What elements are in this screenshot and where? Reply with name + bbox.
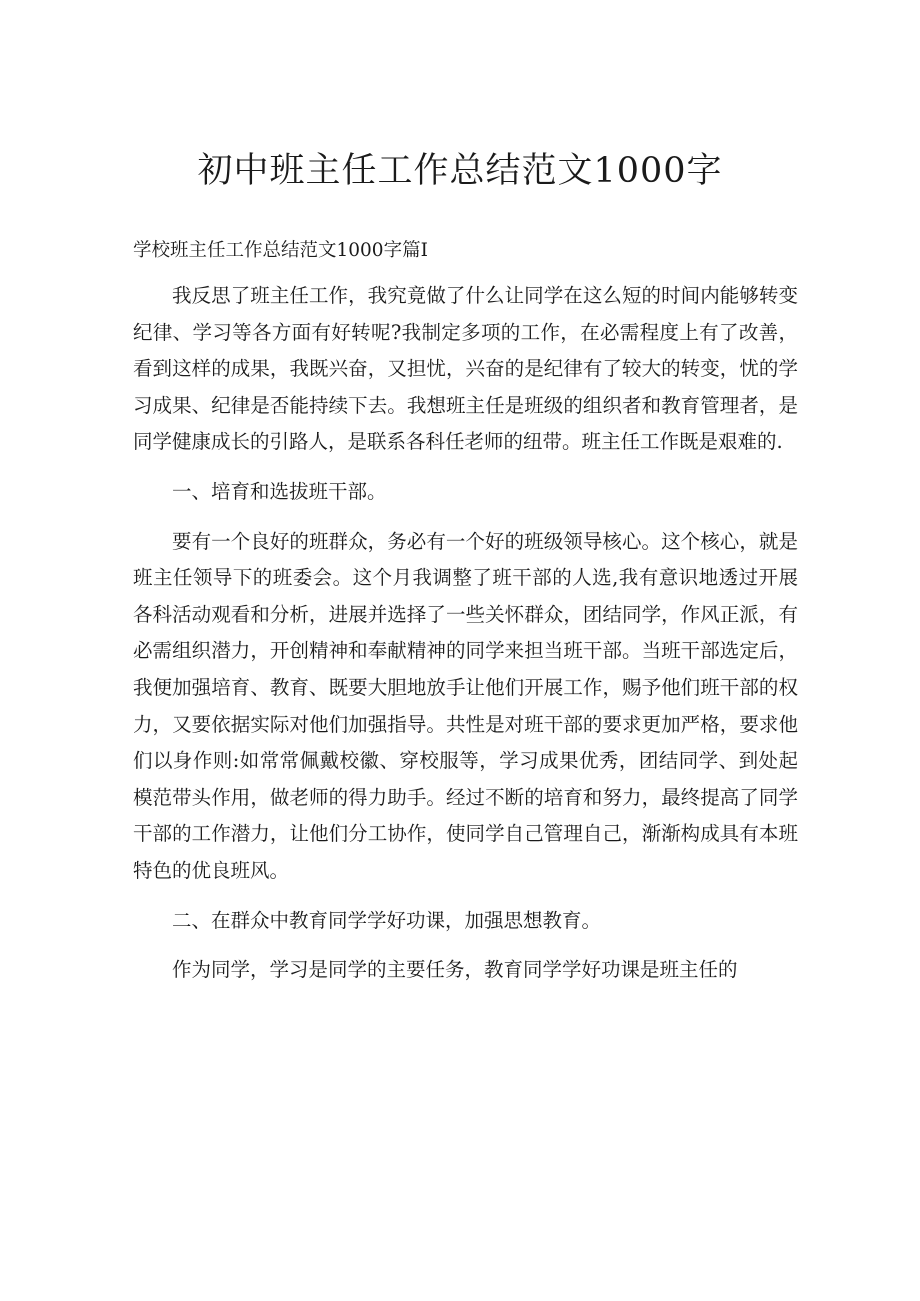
document-body <box>133 278 798 1002</box>
body-paragraph: 要有一个良好的班群众，务必有一个好的班级领导核心。这个核心，就是班主任领导下的班委会。这个月我调整了班干部的人选,我有意识地透过开展各科活动观看和分析，进展并选择了一些关怀群众，团结同学，作风正派，有必需组织潜力，开创精神和奉献精神的同学来担当班干部。当班干部选定后，我便加强培育、教育、既要大胆地放手让他们开展工作，赐予他们班干部的权力，又要依据实际对他们加强指导。共性是对班干部的要求更加严格，要求他们以身作则:如常常佩戴校徽、穿校服等，学习成果优秀，团结同学、到处起模范带头作用，做老师的得力助手。经过不断的培育和努力，最终提高了同学干部的工作潜力，让他们分工协作，使同学自己管理自己，渐渐构成具有本班特色的优良班风。 <box>133 529 798 882</box>
document-subtitle: 学校班主任工作总结范文1000字篇I <box>133 240 428 261</box>
section-heading: 二、在群众中教育同学学好功课，加强思想教育。 <box>172 908 602 932</box>
body-paragraph: 作为同学，学习是同学的主要任务，教育同学学好功课是班主任的 <box>172 958 738 982</box>
body-paragraph: 我反思了班主任工作，我究竟做了什么让同学在这么短的时间内能够转变纪律、学习等各方面有好转呢?我制定多项的工作，在必需程度上有了改善，看到这样的成果，我既兴奋，又担忧，兴奋的是纪律有了较大的转变，忧的学习成果、纪律是否能持续下去。我想班主任是班级的组织者和教育管理者，是同学健康成长的引路人，是联系各科任老师的纽带。班主任工作既是艰难的. <box>133 284 798 454</box>
document-title: 初中班主任工作总结范文1000字 <box>197 151 723 191</box>
section-heading: 一、培育和选拔班干部。 <box>172 479 387 503</box>
